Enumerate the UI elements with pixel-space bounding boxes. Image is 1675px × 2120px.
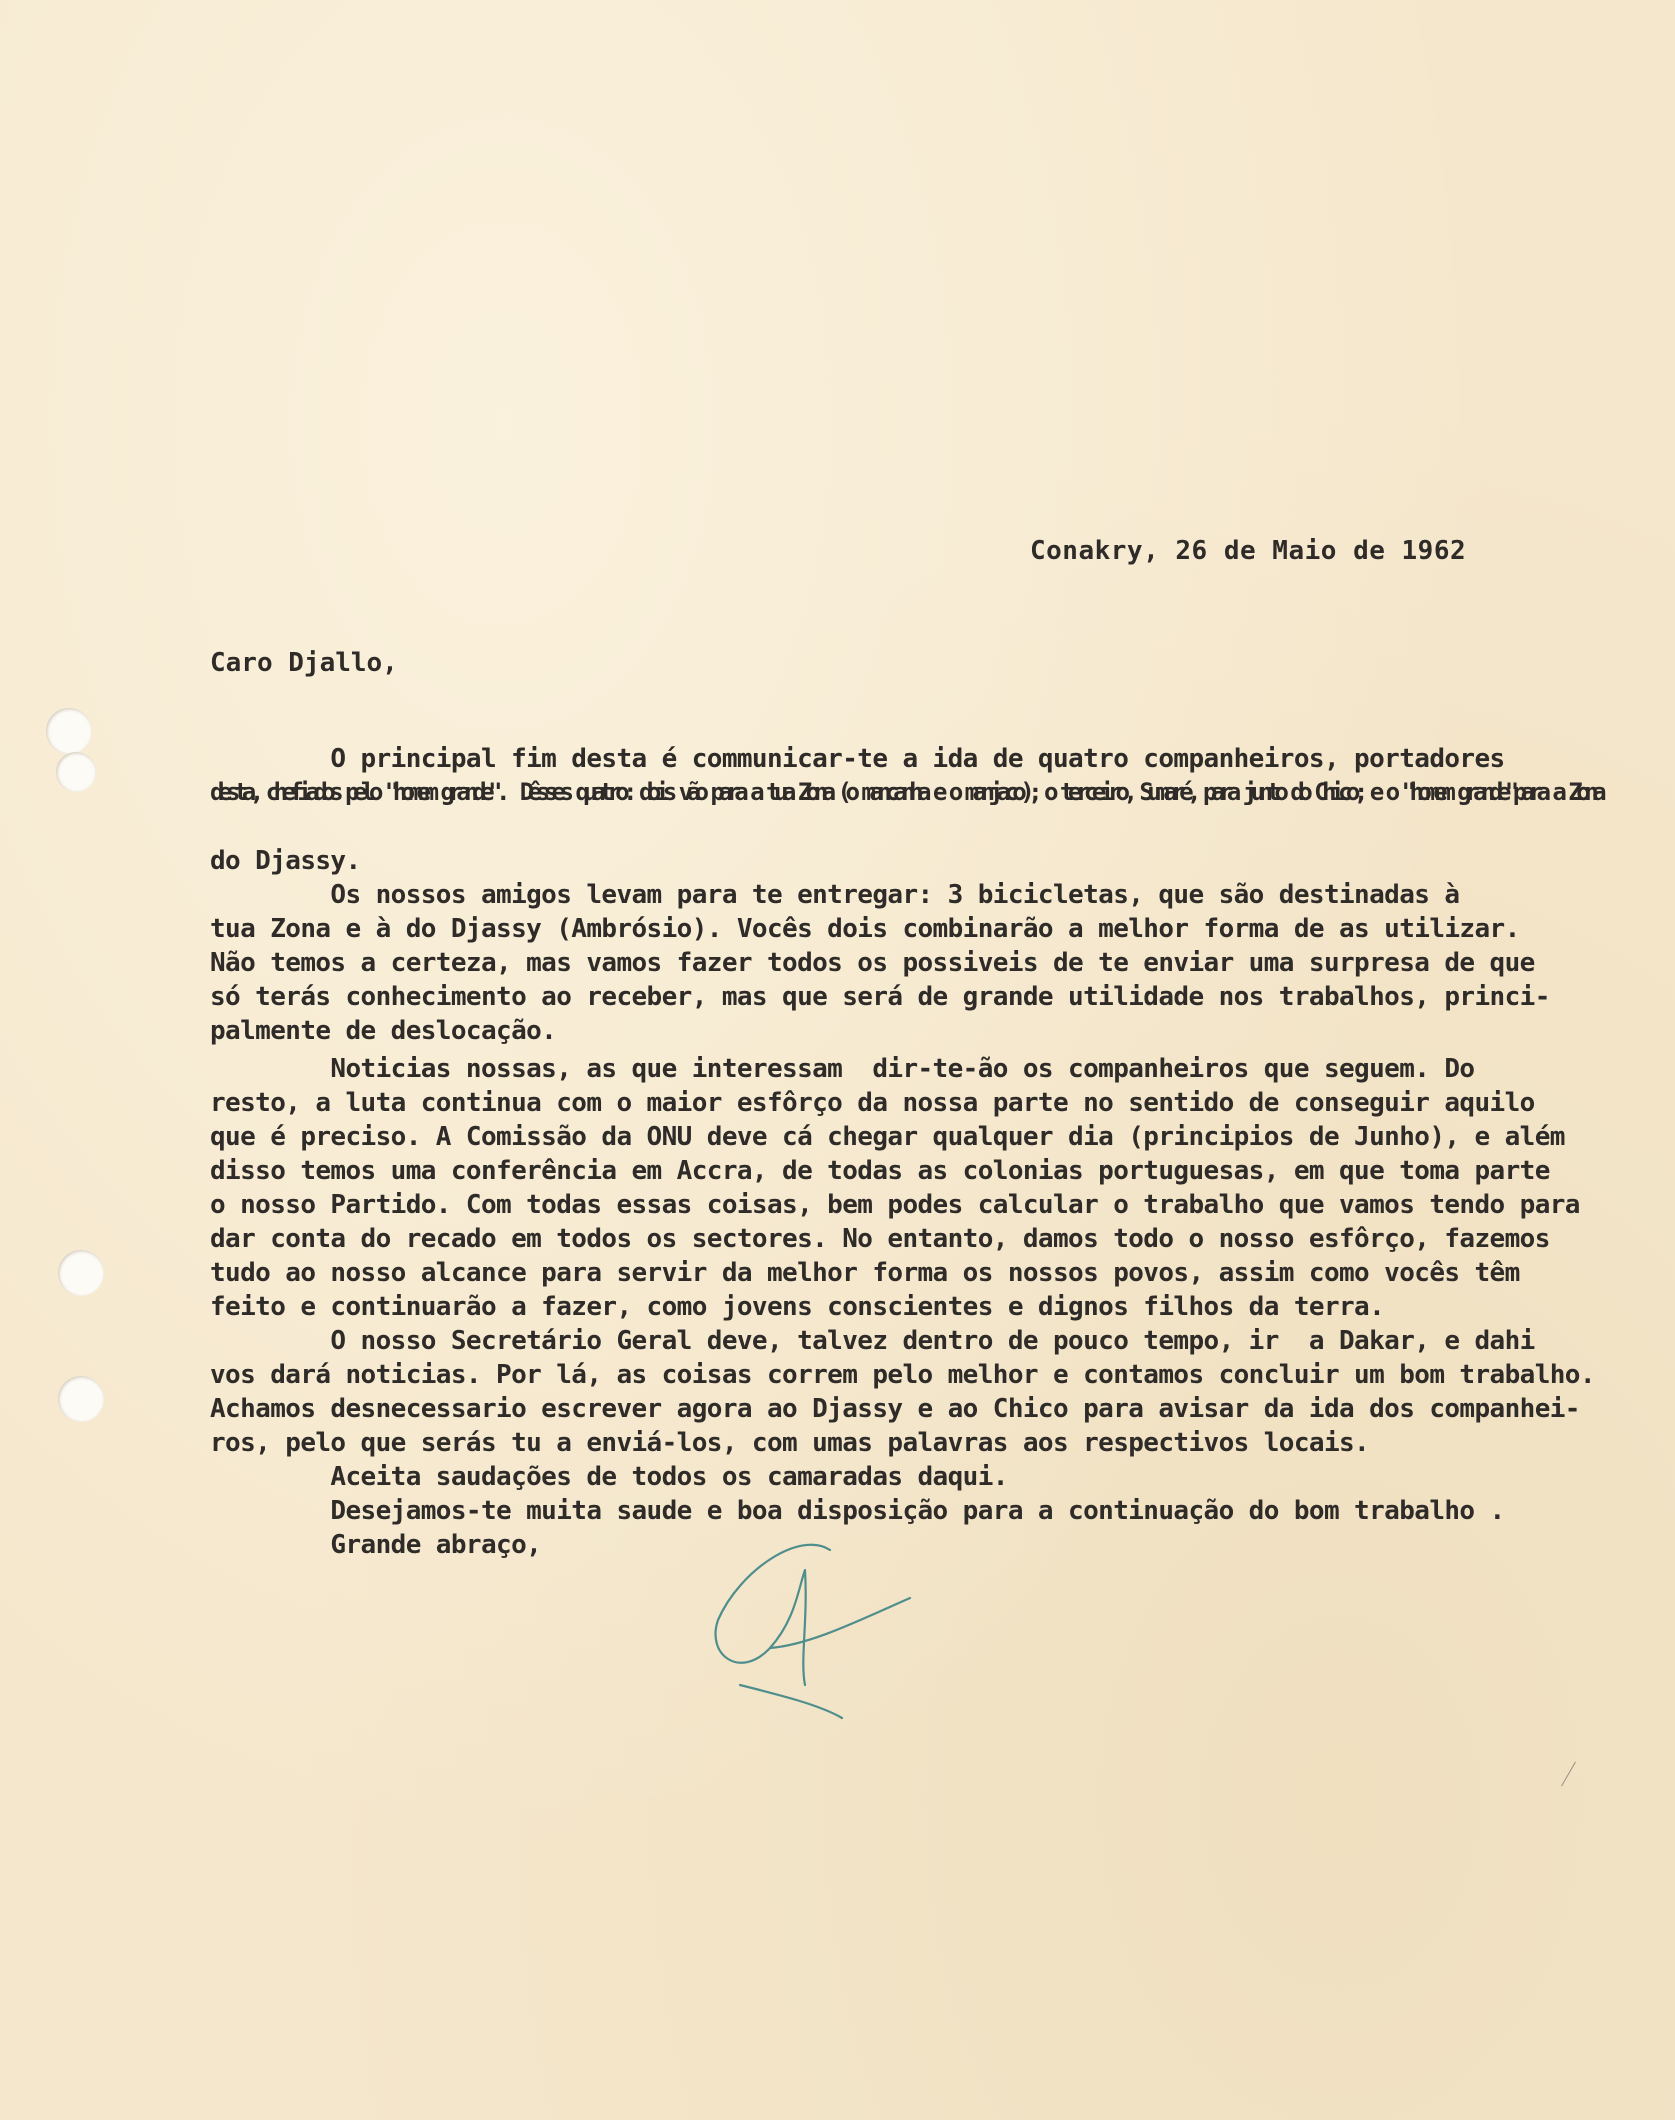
dateline: Conakry, 26 de Maio de 1962: [1030, 536, 1467, 566]
body-line: tudo ao nosso alcance para servir da melhor forma os nossos povos, assim como vocês têm: [210, 1258, 1520, 1288]
body-line: o nosso Partido. Com todas essas coisas, bem podes calcular o trabalho que vamos tendo para: [210, 1190, 1580, 1220]
body-line: que é preciso. A Comissão da ONU deve cá chegar qualquer dia (principios de Junho), e além: [210, 1122, 1565, 1152]
body-line: Aceita saudações de todos os camaradas daqui.: [210, 1462, 1008, 1492]
body-line: Os nossos amigos levam para te entregar: 3 bicicletas, que são destinadas à: [210, 880, 1460, 910]
punch-hole: [58, 1250, 104, 1296]
body-line: desta, chefiados pelo "homem grande". Dêsses quatro: dois vão para a tua Zona (o mancanha e o manjaco); o terceiro, Sumaré, para junto do Chico; e o "homem grande"para a Zona: [210, 778, 1601, 806]
punch-hole: [56, 752, 96, 792]
body-line: feito e continuarão a fazer, como jovens conscientes e dignos filhos da terra.: [210, 1292, 1385, 1322]
body-line: ros, pelo que serás tu a enviá-los, com umas palavras aos respectivos locais.: [210, 1428, 1370, 1458]
body-line: O nosso Secretário Geral deve, talvez dentro de pouco tempo, ir a Dakar, e dahi: [210, 1326, 1535, 1356]
salutation: Caro Djallo,: [210, 648, 398, 678]
body-line: só terás conhecimento ao receber, mas que será de grande utilidade nos trabalhos, princi-: [210, 982, 1550, 1012]
body-line: palmente de deslocação.: [210, 1016, 557, 1046]
body-line: Desejamos-te muita saude e boa disposição para a continuação do bom trabalho .: [210, 1496, 1505, 1526]
body-line: Noticias nossas, as que interessam dir-te-ão os companheiros que seguem. Do: [210, 1054, 1475, 1084]
body-line: Grande abraço,: [210, 1530, 542, 1560]
body-line: vos dará noticias. Por lá, as coisas correm pelo melhor e contamos concluir um bom trabalho.: [210, 1360, 1595, 1390]
punch-hole: [58, 1376, 104, 1422]
body-line: do Djassy.: [210, 846, 361, 876]
body-line: resto, a luta continua com o maior esfôrço da nossa parte no sentido de conseguir aquilo: [210, 1088, 1535, 1118]
body-line: dar conta do recado em todos os sectores. No entanto, damos todo o nosso esfôrço, fazemos: [210, 1224, 1550, 1254]
punch-hole: [46, 708, 92, 754]
paper-mark: [1561, 1762, 1576, 1787]
body-line: O principal fim desta é communicar-te a ida de quatro companheiros, portadores: [210, 744, 1505, 774]
handwritten-signature: [700, 1530, 920, 1720]
body-line: disso temos uma conferência em Accra, de todas as colonias portuguesas, em que toma parte: [210, 1156, 1550, 1186]
body-line: Achamos desnecessario escrever agora ao Djassy e ao Chico para avisar da ida dos companhei-: [210, 1394, 1580, 1424]
body-line: Não temos a certeza, mas vamos fazer todos os possiveis de te enviar uma surpresa de que: [210, 948, 1535, 978]
body-line: tua Zona e à do Djassy (Ambrósio). Vocês dois combinarão a melhor forma de as utilizar.: [210, 914, 1520, 944]
